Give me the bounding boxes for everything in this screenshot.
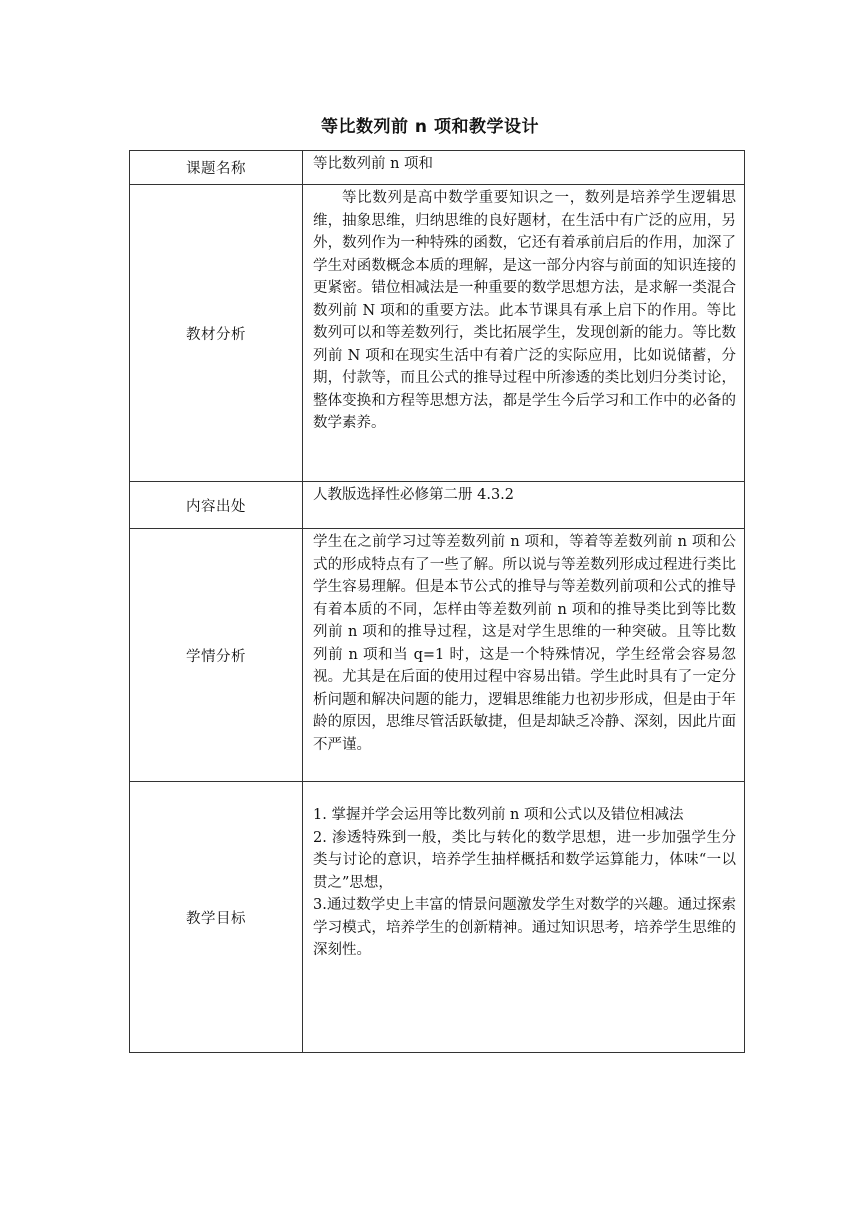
table-row-source — [130, 482, 745, 529]
row-content-student: 学生在之前学习过等差数列前 n 项和，等着等差数列前 n 项和公式的形成特点有了一些了解。所以说与等差数列形成过程进行类比学生容易理解。但是本节公式的推导与等差数列前项和公式的推导有着本质的不同，怎样由等差数列前 n 项和的推导类比到等比数列前 n 项和的推导过程，这是对学生思维的一种突破。且等比数列前 n 项和当 q=1 时，这是一个特殊情况，学生经常会容易忽视。尤其是在后面的使用过程中容易出错。学生此时具有了一定分析问题和解决问题的能力，逻辑思维能力也初步形成，但是由于年龄的原因，思维尽管活跃敏捷，但是却缺乏冷静、深刻，因此片面不严谨。 — [303, 529, 745, 782]
goal-item-2: 2. 渗透特殊到一般，类比与转化的数学思想，进一步加强学生分类与讨论的意识，培养学生抽样概括和数学运算能力，体味“一以贯之”思想， — [313, 829, 736, 891]
document-title: 等比数列前 n 项和教学设计 — [321, 117, 539, 137]
row-label-goals: 教学目标 — [130, 782, 303, 1053]
goal-item-1: 1. 掌握并学会运用等比数列前 n 项和公式以及错位相减法 — [313, 807, 684, 823]
row-label-source: 内容出处 — [130, 482, 303, 529]
goals-list — [313, 784, 736, 962]
table-row-student — [130, 529, 745, 782]
table-row-topic — [130, 151, 745, 185]
row-content-goals — [303, 782, 745, 1053]
row-label-topic: 课题名称 — [130, 151, 303, 185]
lesson-plan-table — [129, 150, 745, 1053]
goal-item-3: 3.通过数学史上丰富的情景问题激发学生对数学的兴趣。通过探索学习模式，培养学生的创新精神。通过知识思考，培养学生思维的深刻性。 — [313, 897, 736, 958]
row-content-material: 等比数列是高中数学重要知识之一，数列是培养学生逻辑思维，抽象思维，归纳思维的良好题材，在生活中有广泛的应用，另外，数列作为一种特殊的函数，它还有着承前启后的作用，加深了学生对函数概念本质的理解，是这一部分内容与前面的知识连接的更紧密。错位相减法是一种重要的数学思想方法，是求解一类混合数列前 N 项和的重要方法。此本节课具有承上启下的作用。等比数列可以和等差数列行，类比拓展学生，发现创新的能力。等比数列前 N 项和在现实生活中有着广泛的实际应用，比如说储蓄，分期，付款等，而且公式的推导过程中所渗透的类比划归分类讨论，整体变换和方程等思想方法，都是学生今后学习和工作中的必备的数学素养。 — [303, 185, 745, 482]
table-row-material — [130, 185, 745, 482]
row-label-material: 教材分析 — [130, 185, 303, 482]
row-content-topic: 等比数列前 n 项和 — [303, 151, 745, 185]
row-content-source: 人教版选择性必修第二册 4.3.2 — [303, 482, 745, 529]
row-label-student: 学情分析 — [130, 529, 303, 782]
table-row-goals — [130, 782, 745, 1053]
